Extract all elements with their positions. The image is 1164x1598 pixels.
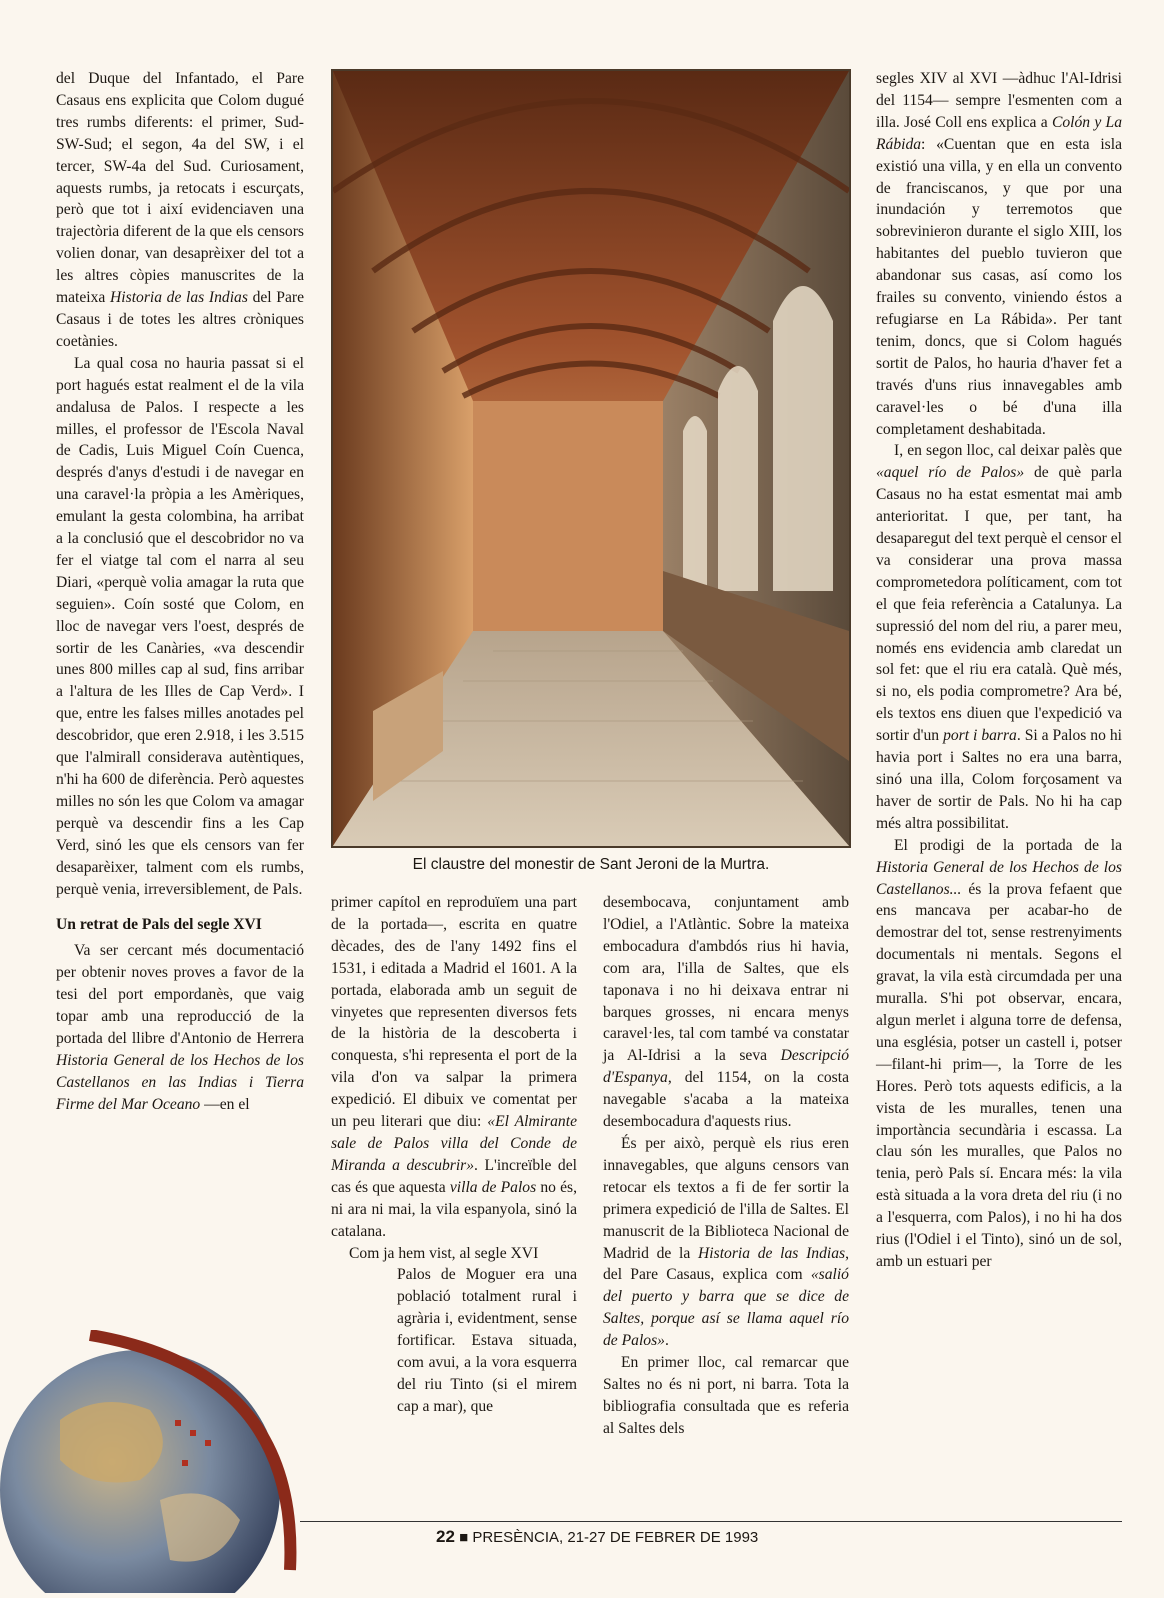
text-column-2: [331, 892, 577, 1418]
paragraph: Com ja hem vist, al segle XVI: [349, 1244, 539, 1262]
section-subtitle: Un retrat de Pals del segle XVI: [56, 916, 262, 934]
cloister-photo: [331, 69, 851, 848]
cloister-image: [333, 71, 849, 846]
footer-rule: [300, 1521, 1122, 1522]
paragraph: El prodigi de la portada de la Historia General de los Hechos de los Castellanos... és la prova fefaent que ens mancava per acabar-ho de demostrar del tot, sense restrenyiments documentals ni mentals. Segons el gravat, la vila està circumdada per una muralla. S'hi pot observar, encara, algun merlet i alguna torre de defensa, una església, potser un castell i, potser —filant-hi prim—, la Torre de les Hores. Però tots aquests edificis, a la vista de les muralles, tenen una importància secundària i escassa. La clau són les muralles, que Palos no tenia, però Pals sí. Encara més: la vila està situada a la vora dreta del riu (i no a l'esquerra, com Palos), i no hi ha dos rius (l'Odiel i el Tinto), sinó un de sol, amb un estuari per: [876, 836, 1122, 1270]
text-column-3: [603, 892, 849, 1440]
paragraph: La qual cosa no hauria passat si el port hagués estat realment el de la vila andalusa de Palos. I respecte a les milles, el professor de l'Escola Naval de Cadis, Luis Miguel Coín Cuenca, després d'anys d'estudi i de navegar en una caravel·la pròpia a les Amèriques, emulant la gesta colombina, ha arribat a la conclusió que el descobridor no va fer el viatge tal com el narra al seu Diari, «perquè volia amagar la ruta que seguien». Coín sosté que Colom, en lloc de navegar vers l'oest, després de sortir de les Canàries, «va descendir unes 800 milles cap al sud, fins arribar a l'altura de les Illes de Cap Verd». I que, entre les falses milles anotades pel descobridor, que eren 2.918, i les 3.515 que l'almirall considerava autèntiques, n'hi ha 600 de diferència. Però aquestes milles no són les que Colom va amagar perquè va descendir fins a les Cap Verd, sinó les que els censors van fer desaparèixer, talment com els rumbs, perquè venia, irreversiblement, de Pals.: [56, 354, 304, 898]
footer-publication: PRESÈNCIA, 21-27 DE FEBRER DE 1993: [472, 1529, 759, 1546]
paragraph: En primer lloc, cal remarcar que Saltes no és ni port, ni barra. Tota la bibliografia consultada que es referia al Saltes dels: [603, 1354, 849, 1437]
paragraph: I, en segon lloc, cal deixar palès que «aquel río de Palos» de què parla Casaus no ha estat esmentat mai amb anterioritat. I que, per tant, ha desaparegut del text perquè el censor el va considerar una prova massa comprometedora políticament, com tot el que feia referència a Catalunya. La supressió del nom del riu, a parer meu, només ens evidencia amb claredat un sol fet: que el riu era català. Què més, si no, els podia comprometre? Ara bé, els textos ens diuen que l'expedició va sortir d'un port i barra. Si a Palos no hi havia port i Saltes no era una barra, sinó una illa, Colom forçosament va haver de sortir de Pals. No hi ha cap més altra possibilitat.: [876, 442, 1123, 832]
text-column-1: [56, 68, 304, 1116]
footer-separator: ■: [459, 1529, 469, 1546]
paragraph: És per això, perquè els rius eren innavegables, que alguns censors van retocar els textos a fi de fer sortir la primera expedició de l'illa de Saltes. El manuscrit de la Biblioteca Nacional de Madrid de la Historia de las Indias, del Pare Casaus, explica com «salió del puerto y barra que se dice de Saltes, porque así se llama aquel río de Palos».: [603, 1134, 849, 1350]
globe-illustration: [0, 1330, 310, 1593]
paragraph: Va ser cercant més documentació per obtenir noves proves a favor de la tesi del port empordanès, que vaig topar amb una reproducció de la portada del llibre d'Antonio de Herrera Historia General de los Hechos de los Castellanos en las Indias i Tierra Firme del Mar Oceano —en el: [56, 942, 304, 1113]
paragraph: primer capítol en reproduïem una part de la portada—, escrita en quatre dècades, des de l'any 1492 fins el 1531, i editada a Madrid el 1601. A la portada, elaborada amb un seguit de vinyetes que representen diversos fets de la història de la descoberta i conquesta, s'hi representa el port de la vila d'on va salpar la primera expedició. El dibuix ve comentat per un peu literari que diu: «El Almirante sale de Palos villa del Conde de Miranda a descubrir». L'increïble del cas és que aquesta villa de Palos no és, ni ara ni mai, la vila espanyola, sinó la catalana.: [331, 894, 577, 1240]
paragraph: del Duque del Infantado, el Pare Casaus ens explicita que Colom dugué tres rumbs diferents: el primer, Sud-SW-Sud; el segon, 4a del SW, i el tercer, SW-4a del Sud. Curiosament, aquests rumbs, ja retocats i escurçats, però que tot i així evidenciaven una trajectòria diferent de la que els censors volien donar, van desaprèixer del tot a les altres còpies manuscrites de la mateixa Historia de las Indias del Pare Casaus i de totes les altres cròniques coetànies.: [56, 70, 304, 350]
paragraph: segles XIV al XVI —àdhuc l'Al-Idrisi del 1154— sempre l'esmenten com a illa. José Coll ens explica a Colón y La Rábida: «Cuentan que en esta isla existió una villa, y en ella un convento de franciscanos, y que por una inundación y terremotos que sobrevinieron durante el siglo XIII, los habitantes del pueblo tuvieron que abandonar sus casas, así como los frailes su convento, viniendo éstos a refugiarse en La Rábida». Per tant tenim, doncs, que si Colom hagués sortit de Palos, ho hauria d'haver fet a través d'uns rius innavegables amb caravel·les o bé d'una illa completament deshabitada.: [876, 70, 1123, 438]
text-column-4: [876, 68, 1122, 1273]
paragraph: desembocava, conjuntament amb l'Odiel, a l'Atlàntic. Sobre la mateixa embocadura d'ambdós rius hi havia, com ara, l'illa de Saltes, que els taponava i no hi deixava entrar ni barques grosses, ni encara menys caravel·les, tal com també va constatar ja Al-Idrisi a la seva Descripció d'Espanya, del 1154, on la costa navegable s'acaba a la mateixa desembocadura d'aquests rius.: [603, 894, 850, 1131]
photo-caption: El claustre del monestir de Sant Jeroni de la Murtra.: [412, 856, 770, 873]
globe-icon: [0, 1330, 310, 1593]
page-footer: [436, 1527, 758, 1547]
paragraph-inset: Palos de Moguer era una població totalment rural i agrària i, evidentment, sense fortificar. Estava situada, com avui, a la vora esquerra del riu Tinto (si el mirem cap a mar), que: [397, 1266, 577, 1415]
page-number: 22: [436, 1527, 455, 1546]
